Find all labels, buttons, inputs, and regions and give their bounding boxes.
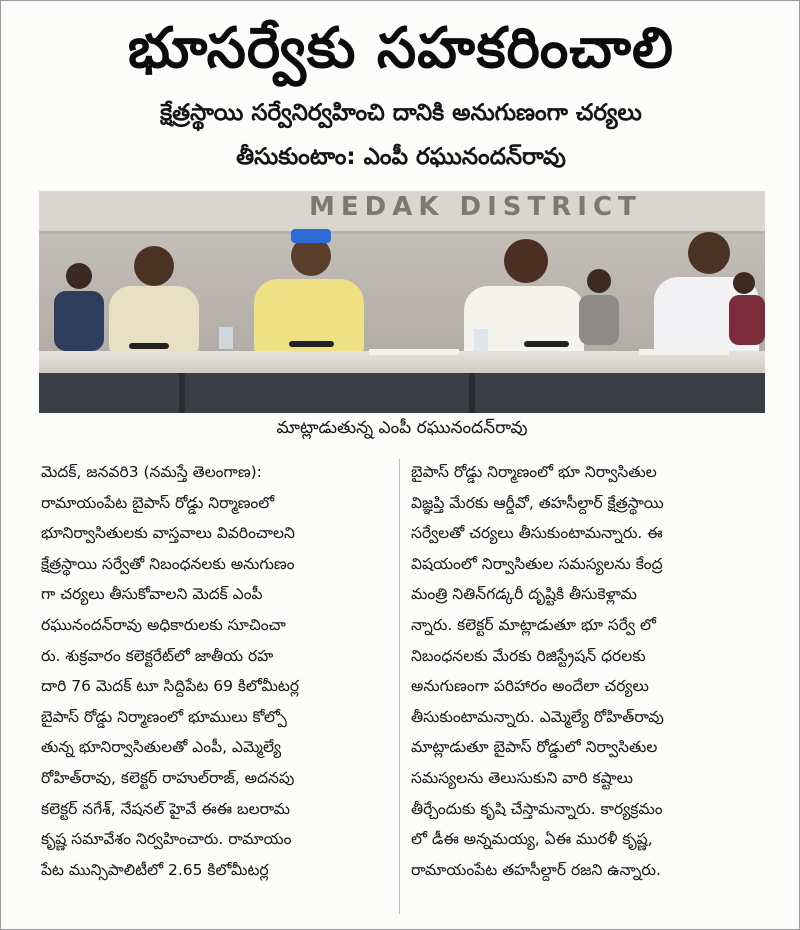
subheadline-line-1: క్షేత్రస్థాయి సర్వేనిర్వహించి దానికి అనుగుణంగా చర్యలు [160,100,642,126]
headline: భూసర్వేకు సహకరించాలి [127,16,675,81]
text-line: సమస్యలను తెలుసుకుని వారి కష్టాలు [411,768,633,787]
text-line: తున్న భూనిర్వాసితులతో ఎంపీ, ఎమ్మెల్యే [41,738,282,757]
text-line: గా చర్యలు తీసుకోవాలని మెదక్‌ ఎంపీ [41,585,263,604]
meeting-photo [39,191,765,413]
text-line: మంత్రి నితిన్‌గడ్కరీ దృష్టికి తీసుకెళ్లామ [411,585,637,604]
text-line: కలెక్టర్‌ నగేశ్‌, నేషనల్‌ హైవే ఈఈ బలరామ [41,799,291,818]
text-line: తీసుకుంటామన్నారు. ఎమ్మెల్యే రోహిత్‌రావు [411,707,664,726]
text-line: నిబంధనలకు మేరకు రిజిస్ట్రేషన్‌ ధరలకు [411,646,646,665]
text-line: న్నారు. కలెక్టర్‌ మాట్లాడుతూ భూ సర్వే లో [411,615,656,634]
article-column-left [41,457,381,917]
article-column-right [411,457,763,917]
text-line: క్షేత్రస్థాయి సర్వేతో నిబంధనలకు అనుగుణం [41,554,295,573]
text-line: మెదక్‌, జనవరి3 (నమస్తే తెలంగాణ): [41,463,262,481]
text-line: విజ్ఞప్తి మేరకు ఆర్డీవో, తహసీల్దార్‌ క్షేత్రస్థాయి [411,493,664,512]
photo-caption: మాట్లాడుతున్న ఎంపీ రఘునందన్‌రావు [276,418,528,438]
text-line: రామాయంపేట తహసీల్దార్‌ రజని ఉన్నారు. [411,860,661,879]
subheadline-line-2: తీసుకుంటాం: ఎంపీ రఘునందన్‌రావు [236,144,566,170]
text-line: రఘునందన్‌రావు అధికారులకు సూచించా [41,615,286,634]
text-line: భూనిర్వాసితులకు వాస్తవాలు వివరించాలని [41,524,295,543]
text-line: అనుగుణంగా పరిహారం అందేలా చర్యలు [411,677,649,696]
district-banner-text: MEDAK DISTRICT [309,192,642,222]
column-divider [399,459,400,914]
text-line: బైపాస్‌ రోడ్డు నిర్మాణంలో భూములు కోల్పో [41,707,287,726]
text-line: మాట్లాడుతూ బైపాస్‌ రోడ్డులో నిర్వాసితుల [411,738,658,757]
text-line: లో డీఈ అన్నమయ్య, ఏఈ మురళీ కృష్ణ, [411,830,653,849]
text-line: తీర్చేందుకు కృషి చేస్తామన్నారు. కార్యక్రమం [411,799,663,818]
text-line: బైపాస్‌ రోడ్డు నిర్మాణంలో భూ నిర్వాసితుల [411,463,657,481]
text-line: రు. శుక్రవారం కలెక్టరేట్‌లో జాతీయ రహ [41,646,274,665]
text-line: కృష్ణ సమావేశం నిర్వహించారు. రామాయం [41,830,292,849]
text-line: సర్వేలతో చర్యలు తీసుకుంటామన్నారు. ఈ [411,524,663,543]
text-line: రామాయంపేట బైపాస్‌ రోడ్డు నిర్మాణంలో [41,493,275,512]
text-line: రోహిత్‌రావు, కలెక్టర్‌ రాహుల్‌రాజ్‌, అదనపు [41,768,295,787]
text-line: పేట మున్సిపాలిటీలో 2.65 కిలోమీటర్ల [41,860,269,879]
text-line: విషయంలో నిర్వాసితుల సమస్యలను కేంద్ర [411,554,663,573]
text-line: దారి 76 మెదక్‌ టూ సిద్దిపేట 69 కిలోమీటర్ల [41,677,300,696]
